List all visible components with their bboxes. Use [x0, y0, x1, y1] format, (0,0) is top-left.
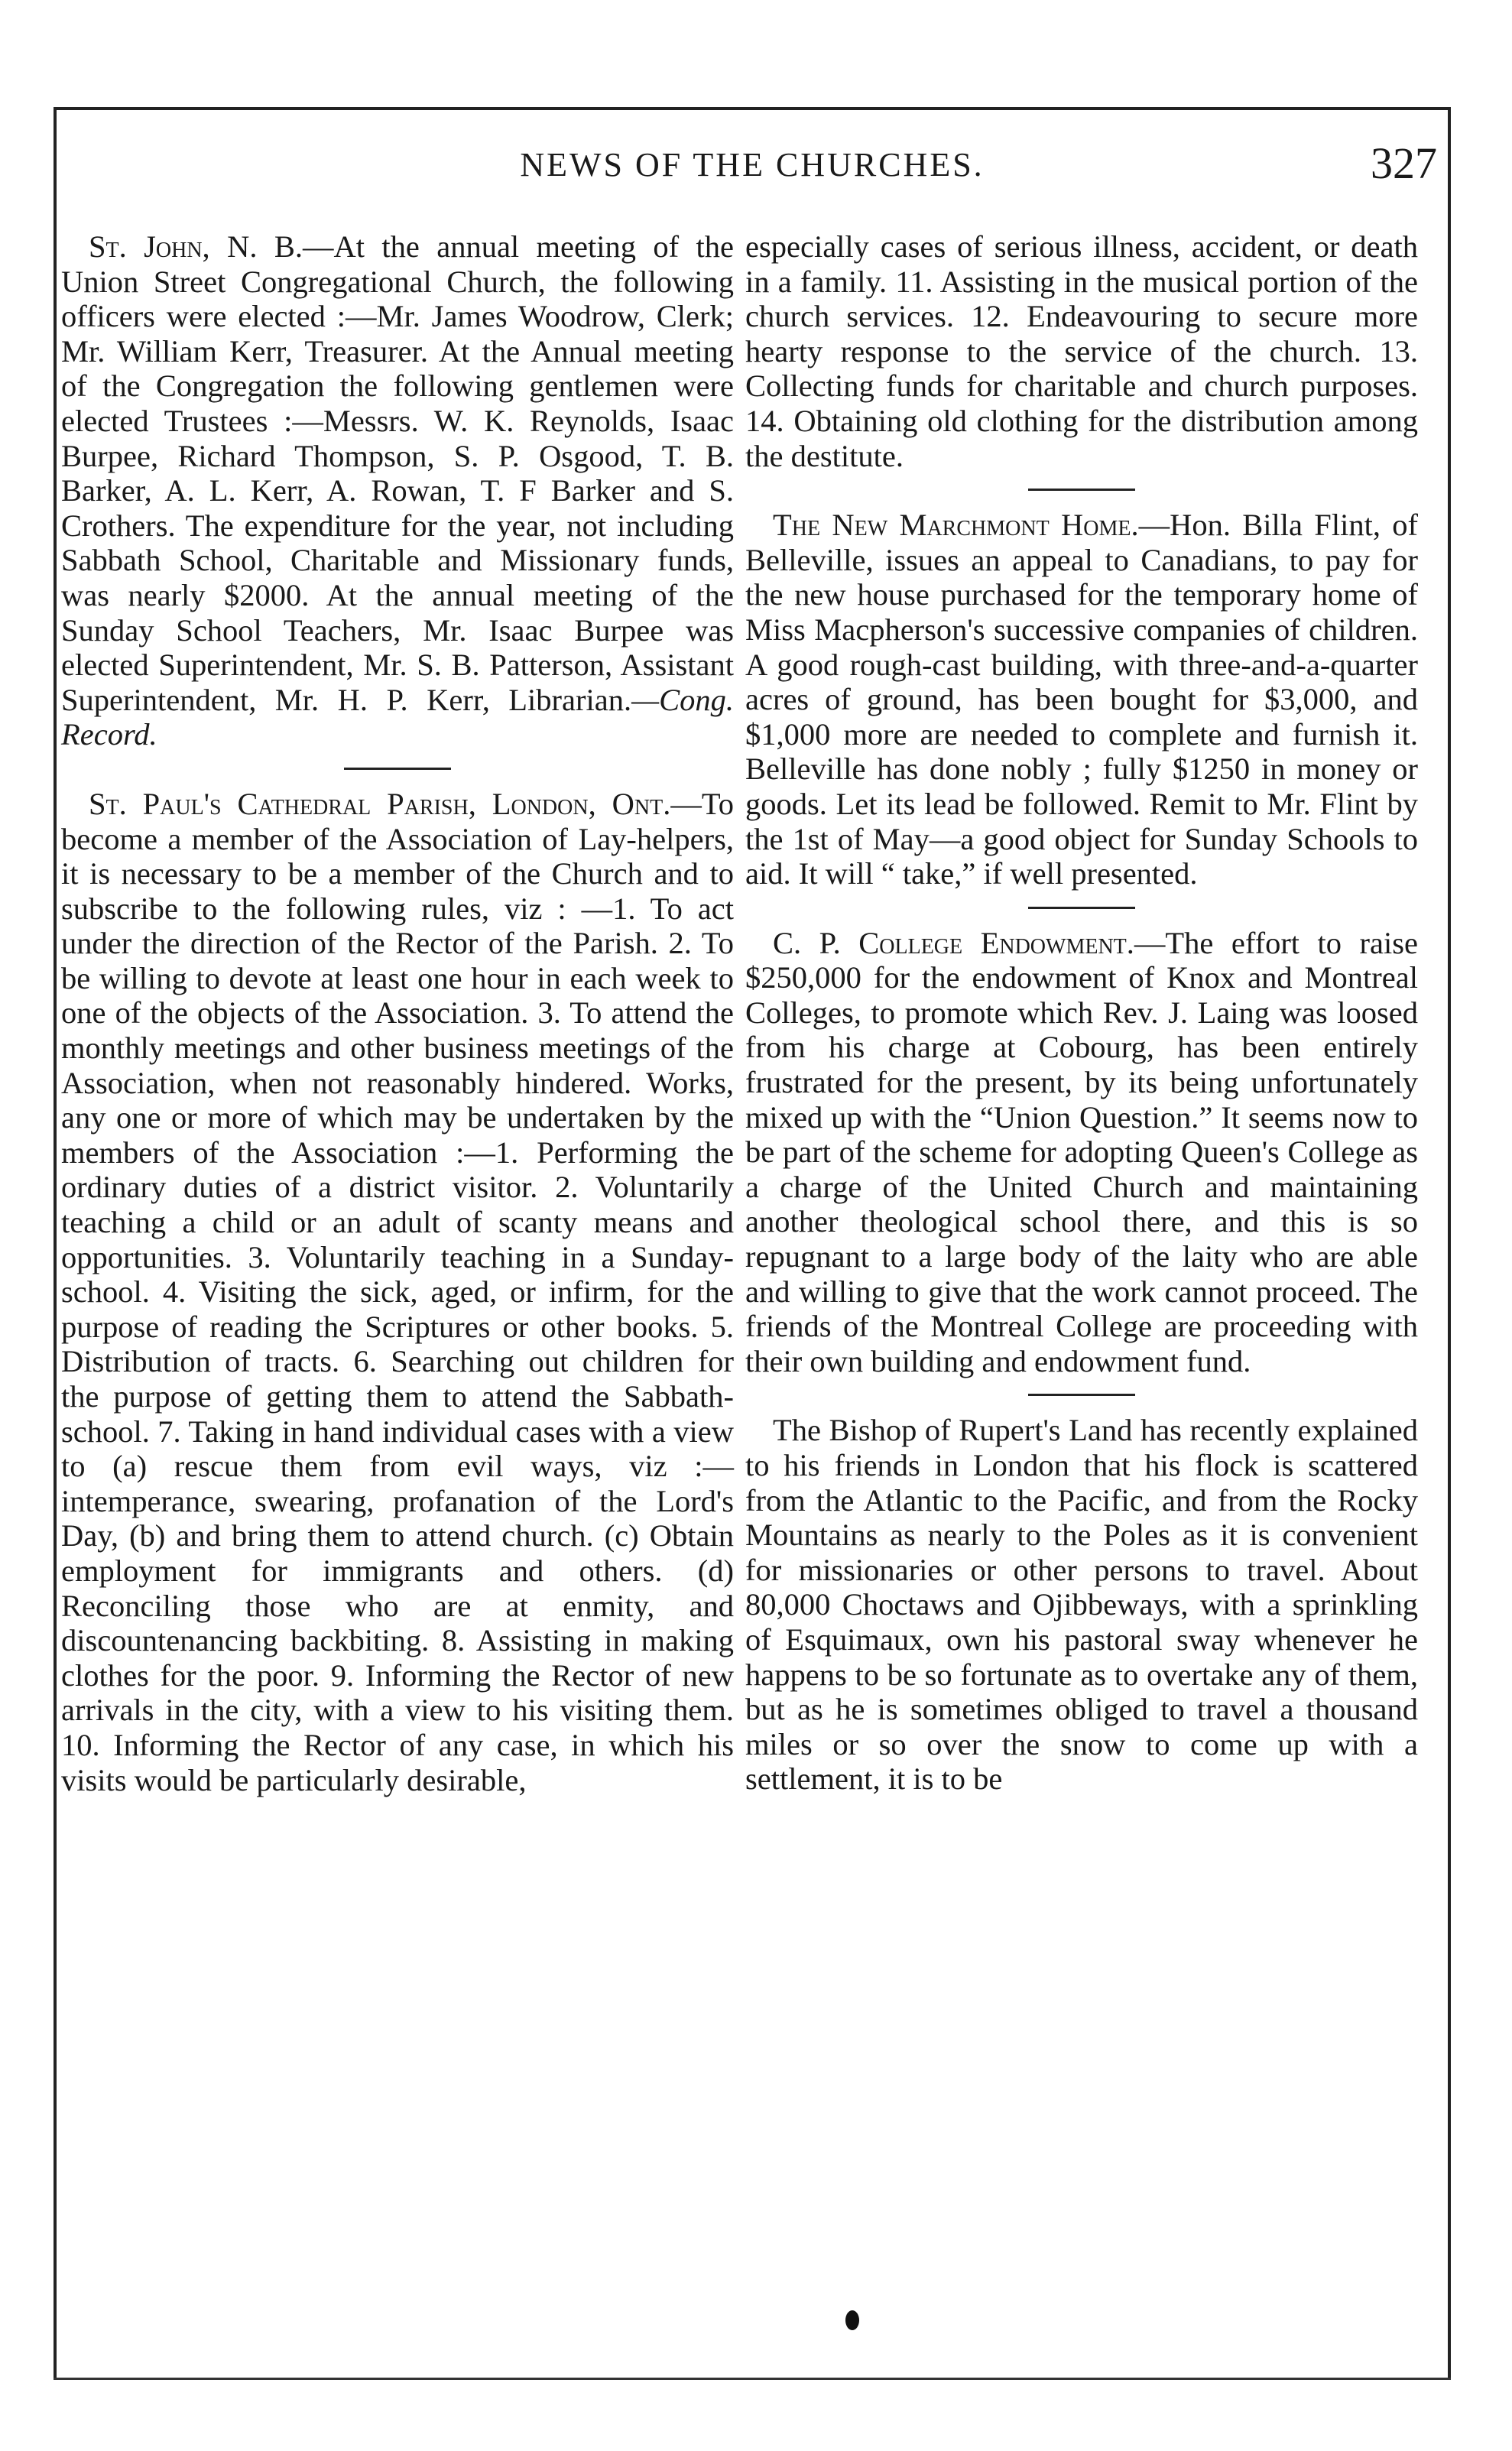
article-heading: C. P. College Endowment. — [773, 925, 1134, 960]
left-border-rule — [54, 107, 57, 2378]
article-source: —Cong. Record. — [61, 682, 734, 752]
section-divider — [1028, 907, 1135, 909]
article-st-pauls — [61, 787, 734, 1797]
article-heading: St. Paul's Cathedral Parish, London, Ont. — [89, 786, 671, 821]
right-column — [745, 229, 1418, 1797]
running-head: NEWS OF THE CHURCHES. — [520, 146, 985, 183]
section-divider — [1028, 1394, 1135, 1396]
section-divider — [344, 768, 451, 770]
article-bishop-ruperts-land: The Bishop of Rupert's Land has recently explained to his friends in London that his flock is scattered from the Atlantic to the Pacific, and from the Rocky Mountains as nearly to the Poles as it is convenient for missionaries or other persons to travel. About 80,000 Choctaws and Ojibbeways, with a sprinkling of Esquimaux, own his pastoral sway whenever he happens to be so fortunate as to overtake any of them, but as he is sometimes obliged to travel a thousand miles or so over the snow to come up with a settlement, it is to be — [745, 1413, 1418, 1797]
article-college-endowment — [745, 926, 1418, 1379]
right-border-rule — [1448, 107, 1451, 2378]
article-st-john — [61, 229, 734, 752]
article-body: —To become a member of the Association of Lay-helpers, it is necessary to be a member of the Church and to subscribe to the following rules, viz : —1. To act under the direction of the Rector of the Parish. 2. To be willing to devote at least one hour in each week to one of the objects of the Association. 3. To attend the monthly meetings and other business meetings of the Association, when not reasonably hindered. Works, any one or more of which may be undertaken by the members of the Association :—1. Performing the ordinary duties of a district visitor. 2. Voluntarily teaching a child or an adult of scanty means and opportunities. 3. Voluntarily teaching in a Sunday-school. 4. Visiting the sick, aged, or infirm, for the purpose of reading the Scriptures or other books. 5. Distribution of tracts. 6. Searching out children for the purpose of getting them to attend the Sabbath-school. 7. Taking in hand individual cases with a view to (a) rescue them from evil ways, viz :—intemperance, swearing, profanation of the Lord's Day, (b) and bring them to attend church. (c) Obtain employment for immigrants and others. (d) Reconciling those who are at enmity, and discountenancing backbiting. 8. Assisting in making clothes for the poor. 9. Informing the Rector of new arrivals in the city, with a view to his visiting them. 10. Informing the Rector of any case, in which his visits would be particularly desirable, — [61, 786, 734, 1797]
article-marchmont-home — [745, 508, 1418, 891]
top-border-rule — [54, 107, 1451, 110]
article-body: —Hon. Billa Flint, of Belleville, issues an appeal to Canadians, to pay for the new house purchased for the temporary home of Miss Macpherson's successive companies of children. A good rough-cast building, with three-and-a-quarter acres of ground, has been bought for $3,000, and $1,000 more are needed to complete and furnish it. Belleville has done nobly ; fully $1250 in money or goods. Let its lead be followed. Remit to Mr. Flint by the 1st of May—a good object for Sunday Schools to aid. It will “ take,” if well presented. — [745, 508, 1419, 891]
page-header — [54, 138, 1451, 199]
article-body: —The effort to raise $250,000 for the endowment of Knox and Montreal Colleges, to promote which Rev. J. Laing was loosed from his charge at Cobourg, has been entirely frustrated for the present, by its being unfortunately mixed up with the “Union Question.” It seems now to be part of the scheme for adopting Queen's College as a charge of the United Church and maintaining another theological school there, and this is so repugnant to a large body of the laity who are able and willing to give that the work cannot proceed. The friends of the Montreal College are proceeding with their own building and endowment fund. — [745, 925, 1418, 1378]
article-continuation: especially cases of serious illness, accident, or death in a family. 11. Assisting in the musical portion of the church services. 12. Endeavouring to secure more hearty response to the service of the church. 13. Collecting funds for charitable and church purposes. 14. Obtaining old clothing for the distribution among the destitute. — [745, 229, 1418, 473]
left-column — [61, 229, 734, 1797]
page-number: 327 — [1371, 138, 1437, 188]
ink-mark — [845, 2310, 859, 2330]
article-heading: The New Marchmont Home. — [773, 508, 1139, 543]
section-divider — [1028, 489, 1135, 491]
article-body: —At the annual meeting of the Union Street Congregational Church, the following officers were elected :—Mr. James Woodrow, Clerk; Mr. William Kerr, Treasurer. At the Annual meeting of the Congregation the following gentlemen were elected Trustees :—Messrs. W. K. Reynolds, Isaac Burpee, Richard Thompson, S. P. Osgood, T. B. Barker, A. L. Kerr, A. Rowan, T. F Barker and S. Crothers. The expenditure for the year, not including Sabbath School, Charitable and Missionary funds, was nearly $2000. At the annual meeting of the Sunday School Teachers, Mr. Isaac Burpee was elected Superintendent, Mr. S. B. Patterson, Assistant Superintendent, Mr. H. P. Kerr, Librarian. — [61, 229, 734, 717]
article-heading: St. John, N. B. — [89, 229, 303, 264]
bottom-border-rule — [54, 2378, 1451, 2380]
